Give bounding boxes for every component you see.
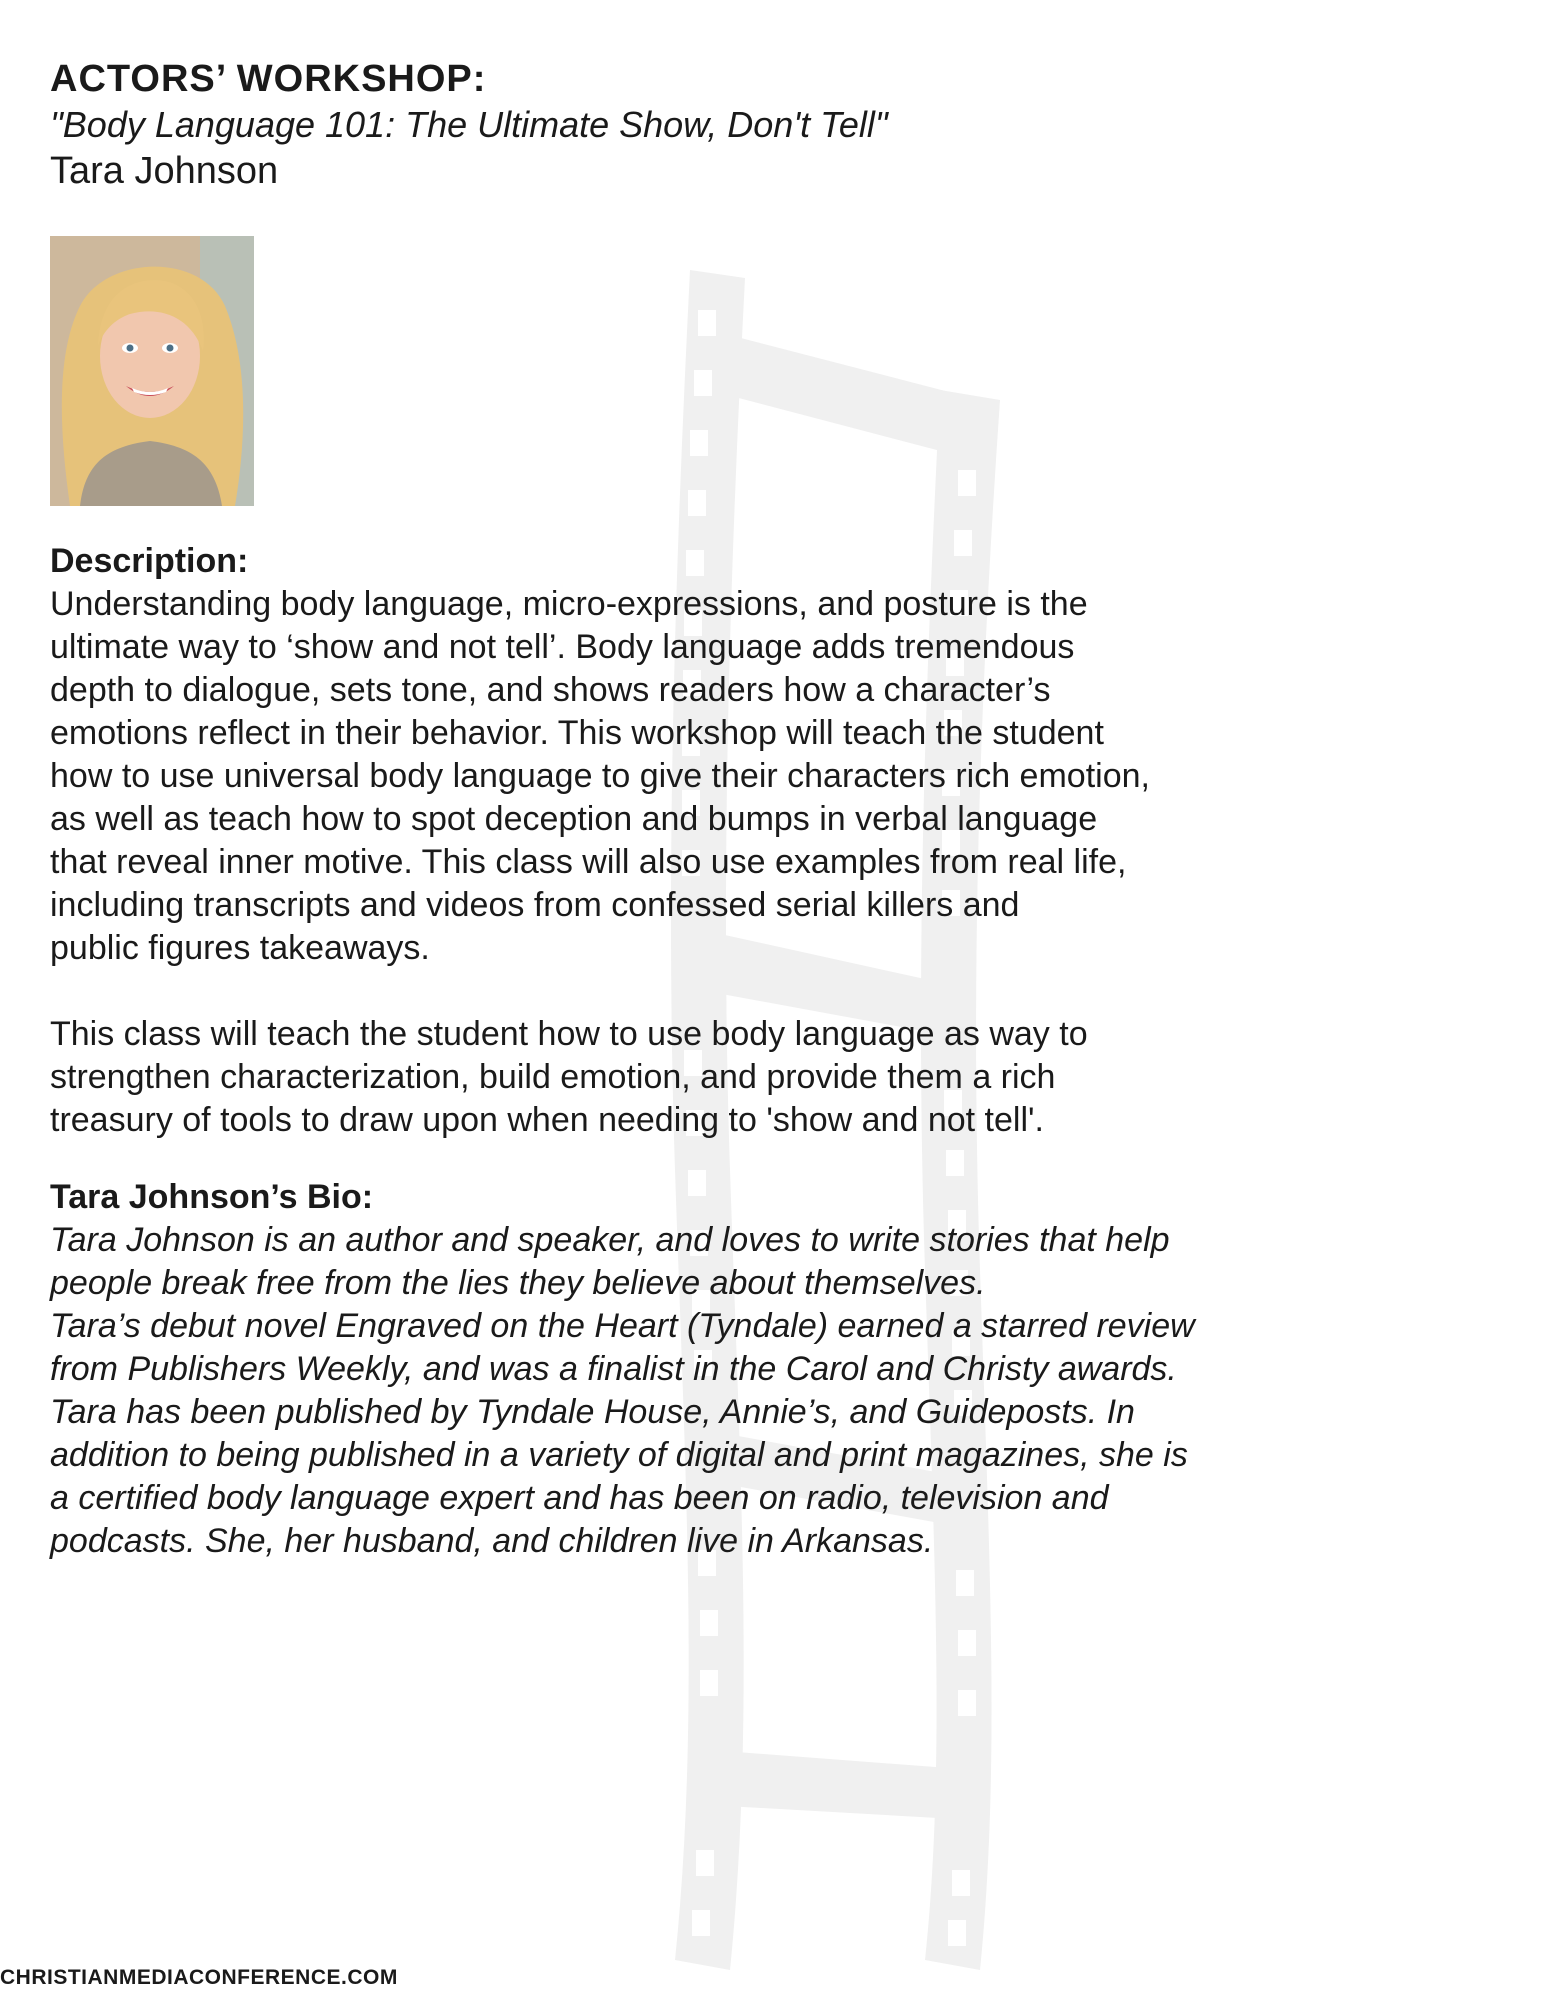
- workshop-title: ACTORS’ WORKSHOP:: [50, 58, 487, 100]
- footer-website: CHRISTIANMEDIACONFERENCE.COM: [0, 1966, 398, 1989]
- bio-heading: Tara Johnson’s Bio:: [50, 1178, 374, 1216]
- presenter-name: Tara Johnson: [50, 150, 279, 192]
- description-heading: Description:: [50, 542, 249, 580]
- description-paragraph-2: This class will teach the student how to use body language as way to strengthen characterization, build emotion, and provide them a rich treasury of tools to draw upon when needing to 'show and not tell'.: [50, 1015, 1088, 1139]
- bio-text: Tara Johnson is an author and speaker, and loves to write stories that help people break free from the lies they believe about themselves. Tara’s debut novel Engraved on the Heart (Tyndale) earned a starred review from Publishers Weekly, and was a finalist in the Carol and Christy awards. Tara has been published by Tyndale House, Annie’s, and Guideposts. In addition to being published in a variety of digital and print magazines, she is a certified body language expert and has been on radio, television and podcasts. She, her husband, and children live in Arkansas.: [50, 1221, 1195, 1560]
- description-paragraph-1: Understanding body language, micro-expressions, and posture is the ultimate way to ‘show and not tell’. Body language adds tremendous depth to dialogue, sets tone, and shows readers how a character’s emotions reflect in their behavior. This workshop will teach the student how to use universal body language to give their characters rich emotion, as well as teach how to spot deception and bumps in verbal language that reveal inner motive. This class will also use examples from real life, including transcripts and videos from confessed serial killers and public figures takeaways.: [50, 585, 1150, 967]
- workshop-subtitle: "Body Language 101: The Ultimate Show, Don't Tell": [50, 104, 888, 145]
- document-content: [50, 56, 1370, 1563]
- portrait-photo-icon: [50, 236, 254, 506]
- presenter-photo: [50, 236, 254, 506]
